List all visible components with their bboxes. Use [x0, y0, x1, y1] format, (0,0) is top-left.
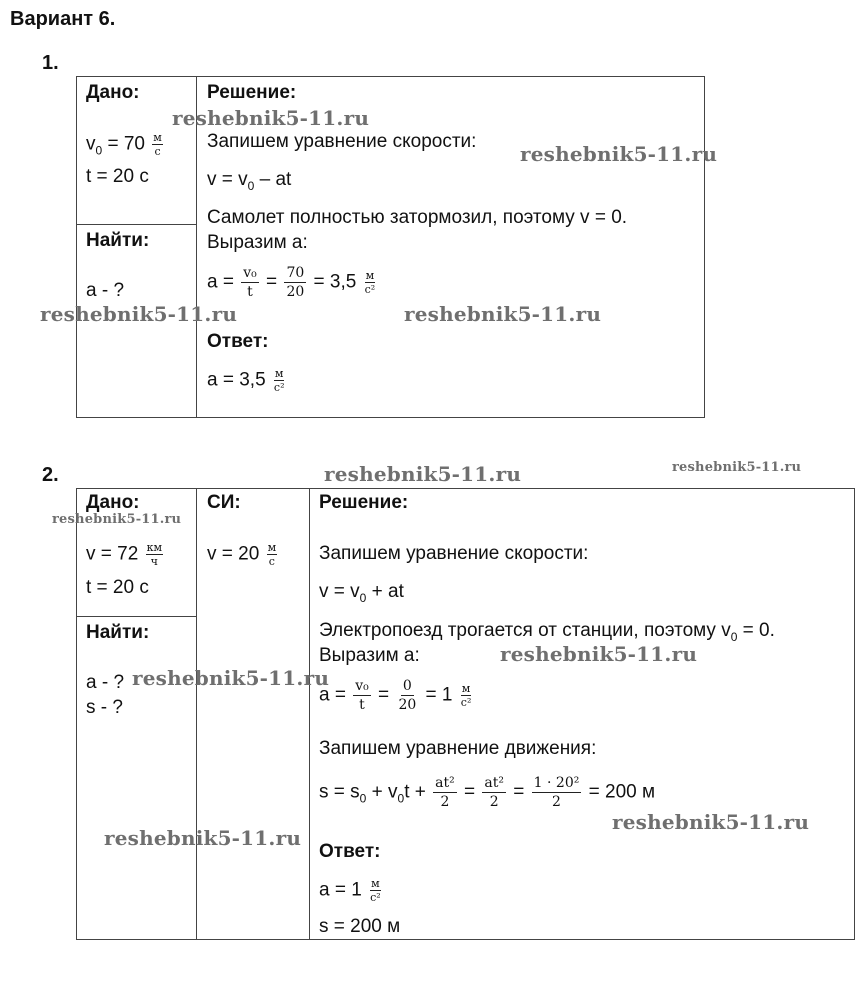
- problem-2-divider-2: [309, 488, 310, 940]
- problem-2-number: 2.: [42, 464, 59, 486]
- p1-given-label: Дано:: [86, 82, 140, 103]
- p2-motion-equation: $s = s_0 + v_0t$ + $\frac{\text{at²}}{2}$ = $\frac{\text{at²}}{2}$ = $\frac{\text{1 · 20²}}{2}$ = 200 м: [319, 775, 656, 810]
- page-title: Вариант 6.: [10, 8, 116, 30]
- p1-given-t: t = 20 с: [86, 166, 149, 187]
- p2-given-t: t = 20 с: [86, 577, 149, 598]
- p2-find-label: Найти:: [86, 622, 150, 643]
- watermark: reshebnik5-11.ru: [404, 302, 602, 326]
- p1-answer-label: Ответ:: [207, 331, 269, 352]
- watermark: reshebnik5-11.ru: [132, 666, 330, 690]
- p2-calculation: a = $\frac{\text{v₀}}{t}$ = $\frac{0}{20}$ = 1 $\frac{м}{\text{с²}}$: [319, 678, 472, 713]
- problem-2-given-divider: [76, 616, 197, 617]
- problem-1-given-divider: [76, 224, 197, 225]
- watermark: reshebnik5-11.ru: [500, 642, 698, 666]
- p2-answer-s: s = 200 м: [319, 916, 401, 937]
- watermark: reshebnik5-11.ru: [520, 142, 718, 166]
- p2-solution-label: Решение:: [319, 492, 409, 513]
- p1-step-3: Выразим a:: [207, 232, 308, 253]
- p1-step-2: Самолет полностью затормозил, поэтому v = 0.: [207, 207, 628, 228]
- watermark: reshebnik5-11.ru: [104, 826, 302, 850]
- unit-m-per-s: $\frac{м}{с}$: [153, 131, 162, 158]
- p1-find-label: Найти:: [86, 230, 150, 251]
- watermark: reshebnik5-11.ru: [52, 512, 182, 527]
- watermark: reshebnik5-11.ru: [672, 460, 802, 475]
- p2-si-v: v = 20 $\frac{м}{с}$: [207, 541, 277, 568]
- p2-step-3: Выразим a:: [319, 645, 420, 666]
- p2-find-a: a - ?: [86, 672, 125, 693]
- watermark: reshebnik5-11.ru: [40, 302, 238, 326]
- p1-given-v0: $v_0 = 70$ $\frac{м}{с}$: [86, 131, 162, 158]
- p2-answer-a: a = 1 $\frac{м}{\text{с²}}$: [319, 877, 381, 904]
- p1-equation-1: $v = v_0$ – at: [207, 169, 292, 193]
- watermark: reshebnik5-11.ru: [324, 462, 522, 486]
- p1-step-1: Запишем уравнение скорости:: [207, 131, 477, 152]
- p2-find-s: s - ?: [86, 697, 123, 718]
- p2-step-1: Запишем уравнение скорости:: [319, 543, 589, 564]
- problem-2-divider-1: [196, 488, 197, 940]
- p2-step-2: Электропоезд трогается от станции, поэтому $v_0 = 0$.: [319, 620, 775, 644]
- p1-find-a: a - ?: [86, 280, 125, 301]
- p1-answer: a = 3,5 $\frac{м}{\text{с²}}$: [207, 367, 285, 394]
- p1-solution-label: Решение:: [207, 82, 297, 103]
- p2-given-label: Дано:: [86, 492, 140, 513]
- p2-answer-label: Ответ:: [319, 841, 381, 862]
- p2-si-label: СИ:: [207, 492, 241, 513]
- p2-given-v: v = 72 $\frac{км}{ч}$: [86, 541, 163, 568]
- p1-calculation: a = $\frac{\text{v₀}}{t}$ = $\frac{70}{20}$ = 3,5 $\frac{м}{\text{с²}}$: [207, 265, 376, 300]
- p2-equation-1: $v = v_0$ + at: [319, 581, 404, 605]
- p2-step-4: Запишем уравнение движения:: [319, 738, 597, 759]
- watermark: reshebnik5-11.ru: [612, 810, 810, 834]
- unit-km-per-h: $\frac{км}{ч}$: [146, 541, 163, 568]
- problem-1-number: 1.: [42, 52, 59, 74]
- watermark: reshebnik5-11.ru: [172, 106, 370, 130]
- problem-1-table: [76, 76, 705, 418]
